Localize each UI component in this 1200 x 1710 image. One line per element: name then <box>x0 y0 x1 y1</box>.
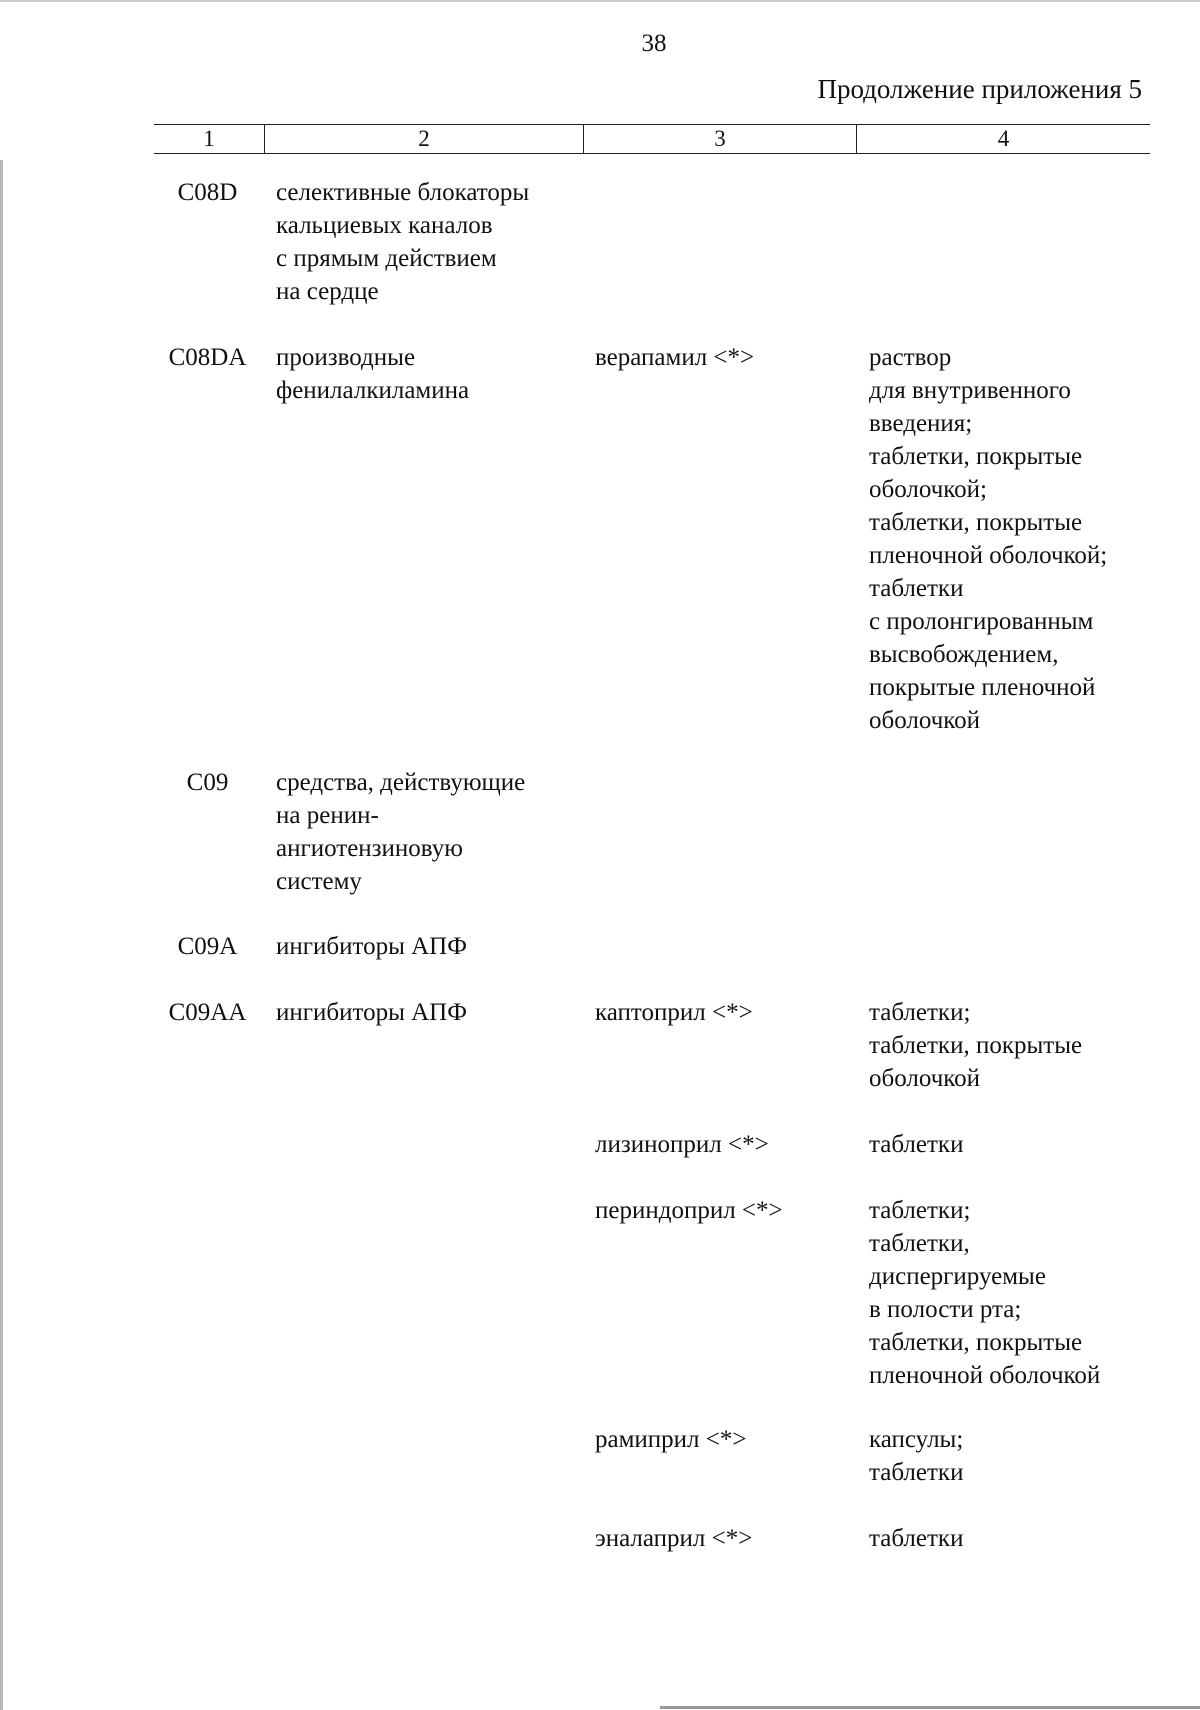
dosage-form-line: с пролонгированным <box>869 608 1094 635</box>
page-number: 38 <box>641 30 667 57</box>
scan-edge-left <box>0 160 3 1710</box>
dosage-form-line: пленочной оболочкой <box>869 1362 1101 1389</box>
dosage-form-line: оболочкой <box>869 707 981 734</box>
dosage-form-line: таблетки <box>869 575 964 602</box>
dosage-form-line: таблетки; <box>869 1197 971 1224</box>
pharmacological-group-line: фенилалкиламина <box>276 377 470 404</box>
pharmacological-group-line: систему <box>276 868 362 895</box>
drug-name <box>595 1423 855 1456</box>
dosage-form-line: покрытые пленочной <box>869 674 1096 701</box>
dosage-form-line: таблетки, покрытые <box>869 1329 1083 1356</box>
dosage-form-line: для внутривенного <box>869 377 1071 404</box>
dosage-form-line: высвобождением, <box>869 641 1059 668</box>
dosage-form-line: в полости рта; <box>869 1296 1022 1323</box>
continuation-label: Продолжение приложения 5 <box>817 74 1142 104</box>
pharmacological-group <box>276 930 586 963</box>
dosage-form-line: таблетки <box>869 1131 964 1158</box>
atc-code: C09 <box>186 769 229 796</box>
dosage-form-line: таблетки, покрытые <box>869 1032 1083 1059</box>
header-col-3: 3 <box>583 125 856 153</box>
dosage-form <box>869 996 1169 1095</box>
dosage-form-line: оболочкой; <box>869 476 987 503</box>
pharmacological-group-line: производные <box>276 344 416 371</box>
header-col-2: 2 <box>264 125 583 153</box>
drug-name <box>595 341 855 374</box>
dosage-form-line: оболочкой <box>869 1065 981 1092</box>
pharmacological-group <box>276 341 586 407</box>
dosage-form-line: диспергируемые <box>869 1263 1046 1290</box>
dosage-form <box>869 1522 1169 1555</box>
pharmacological-group-line: на сердце <box>276 278 379 305</box>
drug-name <box>595 996 855 1029</box>
dosage-form-line: таблетки <box>869 1459 964 1486</box>
pharmacological-group-line: на ренин- <box>276 802 379 829</box>
scan-edge-top <box>0 0 1200 2</box>
drug-name-line: верапамил <*> <box>595 344 755 371</box>
atc-code: C09A <box>177 933 238 960</box>
drug-name <box>595 1128 855 1161</box>
dosage-form <box>869 1194 1169 1392</box>
header-col-1: 1 <box>203 126 215 151</box>
dosage-form-line: таблетки, покрытые <box>869 443 1083 470</box>
pharmacological-group-line: ингибиторы АПФ <box>276 999 467 1026</box>
atc-code: C08D <box>177 179 238 206</box>
dosage-form-line: введения; <box>869 410 973 437</box>
table-header <box>154 124 1150 154</box>
dosage-form <box>869 1423 1169 1489</box>
dosage-form-line: раствор <box>869 344 952 371</box>
pharmacological-group-line: кальциевых каналов <box>276 212 493 239</box>
drug-name-line: каптоприл <*> <box>595 999 753 1026</box>
atc-code: C09AA <box>168 999 247 1026</box>
dosage-form-line: таблетки; <box>869 999 971 1026</box>
dosage-form-line: капсулы; <box>869 1426 964 1453</box>
pharmacological-group-line: селективные блокаторы <box>276 179 530 206</box>
drug-name-line: эналаприл <*> <box>595 1525 753 1552</box>
drug-name-line: рамиприл <*> <box>595 1426 747 1453</box>
pharmacological-group <box>276 996 586 1029</box>
drug-name <box>595 1194 855 1227</box>
dosage-form-line: таблетки, <box>869 1230 970 1257</box>
dosage-form-line: таблетки, покрытые <box>869 509 1083 536</box>
scan-edge-bottom <box>660 1706 1200 1709</box>
pharmacological-group-line: ангиотензиновую <box>276 835 463 862</box>
dosage-form-line: таблетки <box>869 1525 964 1552</box>
pharmacological-group-line: средства, действующие <box>276 769 526 796</box>
drug-name <box>595 1522 855 1555</box>
drug-name-line: периндоприл <*> <box>595 1197 783 1224</box>
dosage-form <box>869 341 1169 737</box>
pharmacological-group <box>276 176 586 308</box>
drug-name-line: лизиноприл <*> <box>595 1131 769 1158</box>
atc-code: C08DA <box>168 344 247 371</box>
dosage-form <box>869 1128 1169 1161</box>
pharmacological-group <box>276 766 586 898</box>
pharmacological-group-line: ингибиторы АПФ <box>276 933 467 960</box>
header-col-4: 4 <box>856 125 1150 153</box>
dosage-form-line: пленочной оболочкой; <box>869 542 1108 569</box>
pharmacological-group-line: с прямым действием <box>276 245 497 272</box>
